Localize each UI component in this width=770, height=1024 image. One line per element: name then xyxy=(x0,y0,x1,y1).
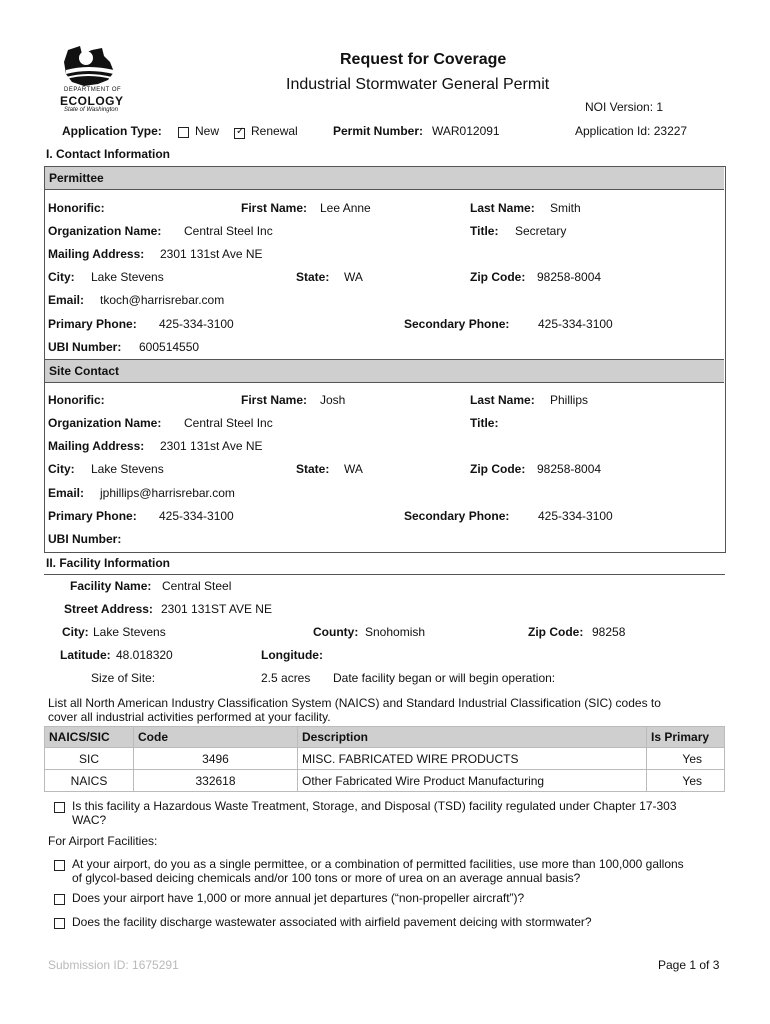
facility-zip: 98258 xyxy=(592,625,626,639)
permittee-last-name-label: Last Name: xyxy=(470,201,535,215)
site-ubi-label: UBI Number: xyxy=(48,532,122,546)
cell-is-primary: Yes xyxy=(647,770,725,792)
permittee-first-name: Lee Anne xyxy=(320,201,371,215)
permittee-email: tkoch@harrisrebar.com xyxy=(100,293,225,307)
size: 2.5 acres xyxy=(261,671,311,685)
facility-city: Lake Stevens xyxy=(93,625,166,639)
site-title-label: Title: xyxy=(470,416,499,430)
ecology-logo-icon xyxy=(58,44,124,92)
ecology-logo xyxy=(58,44,124,114)
cell-description: MISC. FABRICATED WIRE PRODUCTS xyxy=(298,748,647,770)
site-city: Lake Stevens xyxy=(91,462,164,476)
airport-deicing-checkbox[interactable] xyxy=(54,860,65,871)
facility-zip-label: Zip Code: xyxy=(528,625,584,639)
header-code: Code xyxy=(134,727,298,748)
permittee-primary-label: Primary Phone: xyxy=(48,317,137,331)
site-honorific-label: Honorific: xyxy=(48,393,105,407)
header-description: Description xyxy=(298,727,647,748)
permittee-secondary-label: Secondary Phone: xyxy=(404,317,510,331)
permittee-title-label: Title: xyxy=(470,224,499,238)
site-secondary: 425-334-3100 xyxy=(538,509,613,523)
permittee-mailing: 2301 131st Ave NE xyxy=(160,247,263,261)
street-label: Street Address: xyxy=(64,602,153,616)
facility-city-label: City: xyxy=(62,625,89,639)
permittee-city-label: City: xyxy=(48,270,75,284)
airport-q1-line2: of glycol-based deicing chemicals and/or 100 tons or more of urea on an average annual basis? xyxy=(72,871,581,885)
logo-line2: ECOLOGY xyxy=(60,94,124,108)
permittee-first-name-label: First Name: xyxy=(241,201,308,215)
noi-version: NOI Version: 1 xyxy=(585,100,664,114)
site-first-name: Josh xyxy=(320,393,346,407)
site-contact-band-label: Site Contact xyxy=(49,364,120,378)
renewal-label: Renewal xyxy=(251,124,298,138)
page-number: Page 1 of 3 xyxy=(658,958,720,972)
header-naics-sic: NAICS/SIC xyxy=(45,727,134,748)
cell-code: 3496 xyxy=(134,748,298,770)
permittee-band xyxy=(45,167,724,190)
permittee-title: Secretary xyxy=(515,224,567,238)
permittee-last-name: Smith xyxy=(550,201,581,215)
cell-type: SIC xyxy=(45,748,134,770)
site-org: Central Steel Inc xyxy=(184,416,273,430)
county: Snohomish xyxy=(365,625,426,639)
naics-intro-1: List all North American Industry Classification System (NAICS) and Standard Industrial Classification (SIC) codes to xyxy=(48,696,661,710)
site-secondary-label: Secondary Phone: xyxy=(404,509,510,523)
permittee-ubi-label: UBI Number: xyxy=(48,340,122,354)
site-city-label: City: xyxy=(48,462,75,476)
permittee-ubi: 600514550 xyxy=(139,340,200,354)
logo-line3: State of Washington xyxy=(64,107,118,113)
naics-table-header xyxy=(45,727,725,748)
permittee-state-label: State: xyxy=(296,270,330,284)
section2-heading: II. Facility Information xyxy=(46,556,171,570)
permittee-secondary: 425-334-3100 xyxy=(538,317,613,331)
site-state-label: State: xyxy=(296,462,330,476)
longitude-label: Longitude: xyxy=(261,648,323,662)
permittee-primary: 425-334-3100 xyxy=(159,317,234,331)
tsd-question-line2: WAC? xyxy=(72,813,107,827)
permittee-zip-label: Zip Code: xyxy=(470,270,526,284)
county-label: County: xyxy=(313,625,359,639)
section1-heading: I. Contact Information xyxy=(46,147,170,161)
airport-discharge-checkbox[interactable] xyxy=(54,918,65,929)
latitude: 48.018320 xyxy=(116,648,173,662)
site-state: WA xyxy=(344,462,363,476)
site-email-label: Email: xyxy=(48,486,85,500)
table-row xyxy=(45,748,725,770)
site-zip-label: Zip Code: xyxy=(470,462,526,476)
application-id: Application Id: 23227 xyxy=(575,124,688,138)
permittee-org-label: Organization Name: xyxy=(48,224,162,238)
size-label: Size of Site: xyxy=(91,671,156,685)
submission-id: Submission ID: 1675291 xyxy=(48,958,179,972)
cell-code: 332618 xyxy=(134,770,298,792)
naics-intro-2: cover all industrial activities performed at your facility. xyxy=(48,710,331,724)
site-org-label: Organization Name: xyxy=(48,416,162,430)
facility-name-label: Facility Name: xyxy=(70,579,152,593)
site-first-name-label: First Name: xyxy=(241,393,308,407)
airport-heading: For Airport Facilities: xyxy=(48,834,158,848)
new-label: New xyxy=(195,124,220,138)
logo-line1: DEPARTMENT OF xyxy=(64,87,122,93)
permit-number-label: Permit Number: xyxy=(333,124,424,138)
permittee-state: WA xyxy=(344,270,363,284)
site-mailing-label: Mailing Address: xyxy=(48,439,145,453)
cell-is-primary: Yes xyxy=(647,748,725,770)
site-contact-band xyxy=(45,359,724,383)
site-zip: 98258-8004 xyxy=(537,462,602,476)
airport-jet-checkbox[interactable] xyxy=(54,894,65,905)
facility-name: Central Steel xyxy=(162,579,232,593)
airport-q2: Does your airport have 1,000 or more annual jet departures (“non-propeller aircraft”)? xyxy=(72,891,525,905)
permittee-mailing-label: Mailing Address: xyxy=(48,247,145,261)
section2-divider xyxy=(44,574,725,575)
naics-table xyxy=(44,726,725,792)
site-email: jphillips@harrisrebar.com xyxy=(100,486,235,500)
permittee-band-label: Permittee xyxy=(49,171,104,185)
date-began-label: Date facility began or will begin operation: xyxy=(333,671,556,685)
permittee-zip: 98258-8004 xyxy=(537,270,602,284)
tsd-checkbox[interactable] xyxy=(54,802,65,813)
airport-q3: Does the facility discharge wastewater associated with airfield pavement deicing with stormwater? xyxy=(72,915,592,929)
permittee-honorific-label: Honorific: xyxy=(48,201,105,215)
site-primary-label: Primary Phone: xyxy=(48,509,137,523)
site-last-name-label: Last Name: xyxy=(470,393,535,407)
application-type-label: Application Type: xyxy=(62,124,162,138)
tsd-question-line1: Is this facility a Hazardous Waste Treatment, Storage, and Disposal (TSD) facility regulated under Chapter 17-303 xyxy=(72,799,677,813)
cell-type: NAICS xyxy=(45,770,134,792)
permit-number: WAR012091 xyxy=(432,124,500,138)
street: 2301 131ST AVE NE xyxy=(161,602,272,616)
header-is-primary: Is Primary xyxy=(647,727,725,748)
permittee-city: Lake Stevens xyxy=(91,270,164,284)
table-row xyxy=(45,770,725,792)
site-mailing: 2301 131st Ave NE xyxy=(160,439,263,453)
page-title: Request for Coverage xyxy=(340,51,507,68)
site-last-name: Phillips xyxy=(550,393,589,407)
airport-q1-line1: At your airport, do you as a single permittee, or a combination of permitted facilities, use more than 100,000 gallons xyxy=(72,857,684,871)
permittee-org: Central Steel Inc xyxy=(184,224,273,238)
new-checkbox[interactable] xyxy=(178,127,189,138)
site-primary: 425-334-3100 xyxy=(159,509,234,523)
permittee-email-label: Email: xyxy=(48,293,85,307)
cell-description: Other Fabricated Wire Product Manufacturing xyxy=(298,770,647,792)
page-subtitle: Industrial Stormwater General Permit xyxy=(286,76,550,93)
latitude-label: Latitude: xyxy=(60,648,111,662)
renewal-checkbox[interactable] xyxy=(234,128,245,139)
